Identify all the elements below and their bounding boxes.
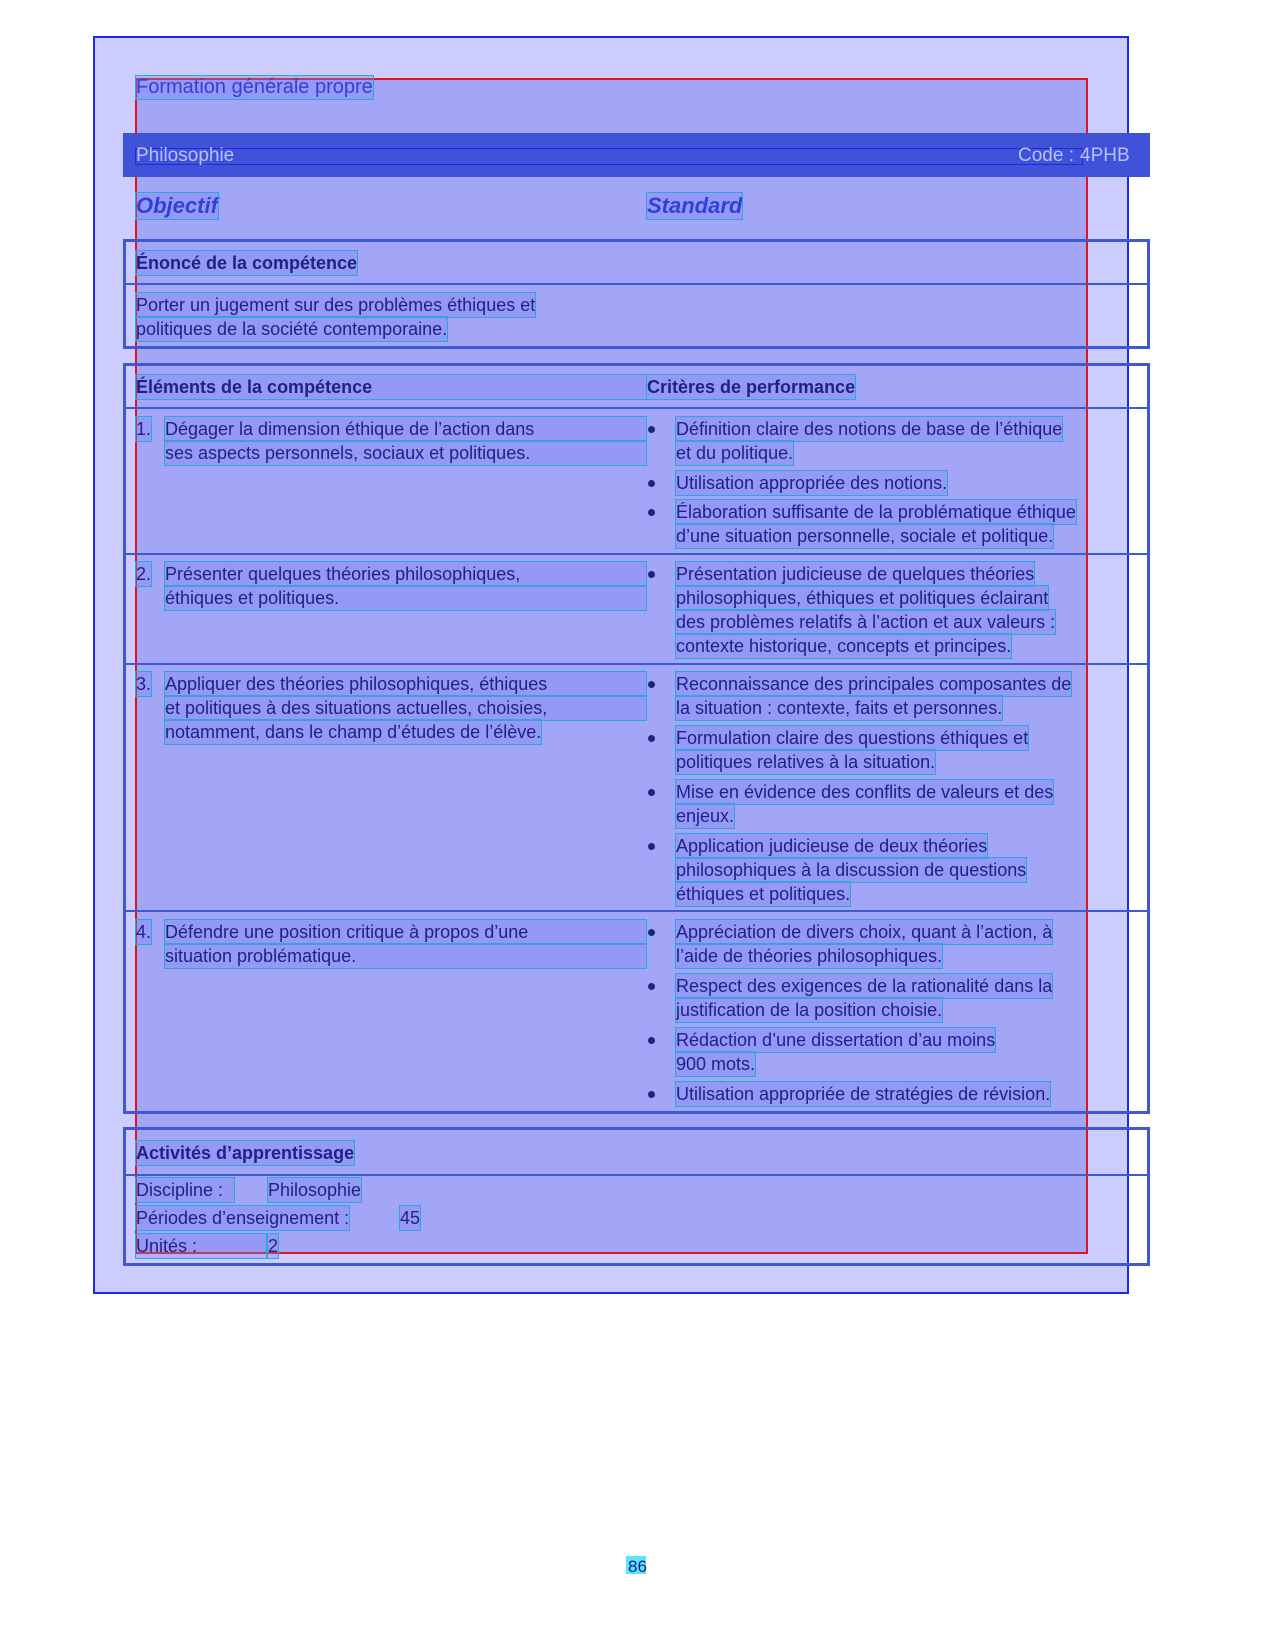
criterion-text: d’une situation personnelle, sociale et politique. bbox=[676, 526, 1054, 546]
element-text: ses aspects personnels, sociaux et politiques. bbox=[165, 441, 646, 465]
criterion-text: Mise en évidence des conflits de valeurs et des bbox=[676, 782, 1054, 802]
element-text: et politiques à des situations actuelles, choisies, bbox=[165, 696, 646, 720]
bullet-icon bbox=[648, 426, 655, 433]
bullet-icon bbox=[648, 681, 655, 688]
criterion-text: Appréciation de divers choix, quant à l’action, à bbox=[676, 922, 1053, 942]
units-label: Unités : bbox=[136, 1234, 266, 1258]
elements-heading: Éléments de la compétence bbox=[136, 375, 646, 399]
element-number: 3. bbox=[136, 674, 152, 694]
statement-line: Porter un jugement sur des problèmes éthiques et bbox=[136, 295, 536, 315]
bullet-icon bbox=[648, 929, 655, 936]
bullet-icon bbox=[648, 843, 655, 850]
bullet-icon bbox=[648, 480, 655, 487]
bullet-icon bbox=[648, 789, 655, 796]
criterion-text: Application judicieuse de deux théories bbox=[676, 836, 988, 856]
criterion-text: Présentation judicieuse de quelques théories bbox=[676, 564, 1035, 584]
statement-heading: Énoncé de la compétence bbox=[136, 253, 358, 273]
statement-divider bbox=[126, 283, 1147, 285]
criterion-text: enjeux. bbox=[676, 806, 735, 826]
criterion-text: justification de la position choisie. bbox=[676, 1000, 943, 1020]
criterion-text: des problèmes relatifs à l’action et aux valeurs : bbox=[676, 612, 1056, 632]
bullet-icon bbox=[648, 509, 655, 516]
criterion-text: philosophiques à la discussion de questions bbox=[676, 860, 1027, 880]
element-text: éthiques et politiques. bbox=[165, 586, 646, 610]
bullet-icon bbox=[648, 1037, 655, 1044]
bullet-icon bbox=[648, 571, 655, 578]
element-text: Appliquer des théories philosophiques, éthiques bbox=[165, 672, 646, 696]
criterion-text: contexte historique, concepts et principes. bbox=[676, 636, 1012, 656]
course-code: 4PHB bbox=[1080, 145, 1130, 166]
element-text: situation problématique. bbox=[165, 944, 646, 968]
banner-rule bbox=[135, 148, 1083, 165]
element-number: 4. bbox=[136, 922, 152, 942]
page-number: 86 bbox=[628, 1557, 647, 1576]
criterion-text: Élaboration suffisante de la problématique éthique bbox=[676, 502, 1076, 522]
element-text: Défendre une position critique à propos d’une bbox=[165, 920, 646, 944]
row-divider bbox=[123, 553, 1150, 555]
criterion-text: Utilisation appropriée de stratégies de révision. bbox=[676, 1084, 1051, 1104]
criterion-text: politiques relatives à la situation. bbox=[676, 752, 936, 772]
objective-heading: Objectif bbox=[136, 193, 218, 218]
activities-heading: Activités d’apprentissage bbox=[136, 1143, 355, 1163]
units-value: 2 bbox=[268, 1236, 279, 1256]
criterion-text: 900 mots. bbox=[676, 1054, 756, 1074]
element-text: Présenter quelques théories philosophiques, bbox=[165, 562, 646, 586]
element-number: 1. bbox=[136, 419, 152, 439]
element-text: Dégager la dimension éthique de l’action dans bbox=[165, 417, 646, 441]
bullet-icon bbox=[648, 1091, 655, 1098]
element-number: 2. bbox=[136, 564, 152, 584]
activities-divider bbox=[126, 1174, 1147, 1176]
criteria-heading: Critères de performance bbox=[647, 377, 856, 397]
discipline-value: Philosophie bbox=[268, 1180, 362, 1200]
criterion-text: la situation : contexte, faits et personnes. bbox=[676, 698, 1003, 718]
criterion-text: l’aide de théories philosophiques. bbox=[676, 946, 943, 966]
criterion-text: philosophiques, éthiques et politiques éclairant bbox=[676, 588, 1049, 608]
row-divider bbox=[123, 663, 1150, 665]
standard-heading: Standard bbox=[647, 193, 743, 218]
row-divider bbox=[123, 910, 1150, 912]
table-header-divider bbox=[123, 407, 1150, 409]
bullet-icon bbox=[648, 983, 655, 990]
criterion-text: et du politique. bbox=[676, 443, 794, 463]
course-name: Philosophie bbox=[136, 145, 235, 166]
section-title: Formation générale propre bbox=[136, 76, 373, 98]
criterion-text: Rédaction d’une dissertation d’au moins bbox=[676, 1030, 996, 1050]
bullet-icon bbox=[648, 735, 655, 742]
criterion-text: Formulation claire des questions éthiques et bbox=[676, 728, 1029, 748]
criterion-text: Définition claire des notions de base de l’éthique bbox=[676, 419, 1063, 439]
statement-line: politiques de la société contemporaine. bbox=[136, 319, 448, 339]
criterion-text: Reconnaissance des principales composantes de bbox=[676, 674, 1072, 694]
criterion-text: Respect des exigences de la rationalité dans la bbox=[676, 976, 1053, 996]
course-code-label: Code : bbox=[1018, 145, 1074, 166]
criterion-text: Utilisation appropriée des notions. bbox=[676, 473, 948, 493]
element-text: notamment, dans le champ d’études de l’élève. bbox=[165, 722, 542, 742]
discipline-label: Discipline : bbox=[136, 1178, 234, 1202]
periods-label: Périodes d’enseignement : bbox=[136, 1208, 350, 1228]
periods-value: 45 bbox=[400, 1208, 421, 1228]
criterion-text: éthiques et politiques. bbox=[676, 884, 851, 904]
